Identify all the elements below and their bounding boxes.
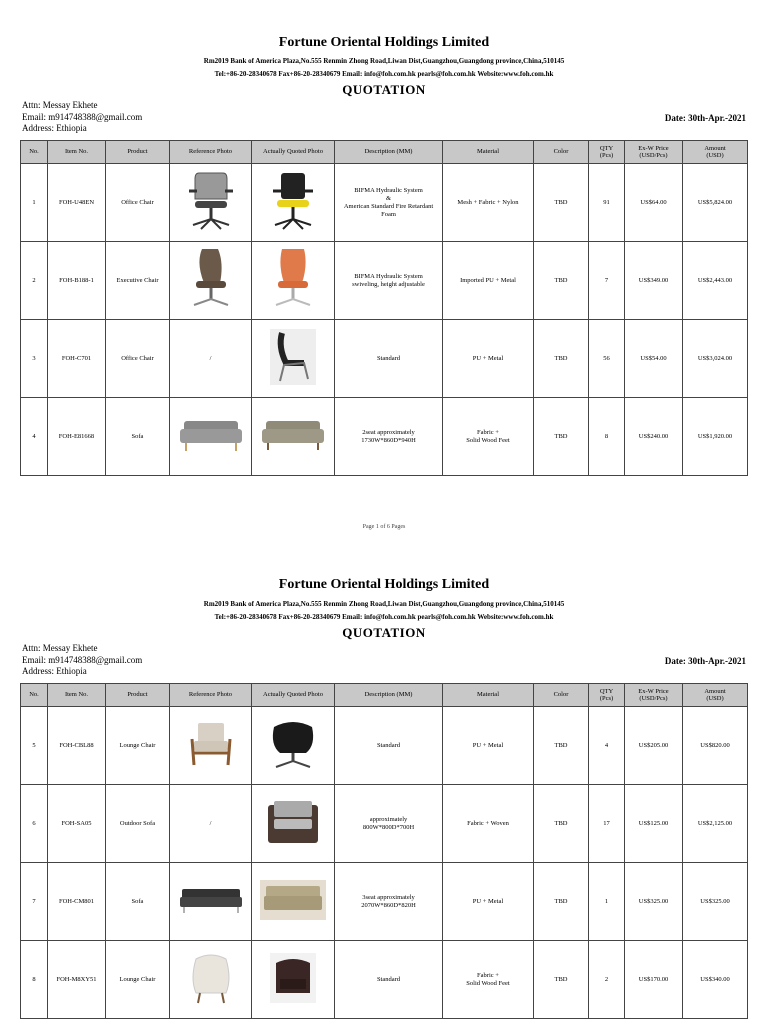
- quantity: 91: [589, 164, 625, 242]
- unit-price: US$205.00: [625, 707, 683, 785]
- column-header: Item No.: [48, 141, 106, 164]
- quoted-photo-cell: [252, 320, 335, 398]
- reference-photo-cell: /: [170, 785, 252, 863]
- product-name: Sofa: [106, 863, 170, 941]
- column-header: Amount (USD): [683, 141, 748, 164]
- amount: US$3,024.00: [683, 320, 748, 398]
- quoted-photo-cell: [252, 707, 335, 785]
- attn-line: Attn: Messay Ekhete: [22, 643, 98, 653]
- table-row: [21, 398, 748, 476]
- description: Standard: [335, 941, 443, 1019]
- reference-photo-cell: [170, 398, 252, 476]
- reference-photo-cell: /: [170, 320, 252, 398]
- column-header: Color: [534, 684, 589, 707]
- column-header: Ex-W Price (USD/Pcs): [625, 684, 683, 707]
- unit-price: US$125.00: [625, 785, 683, 863]
- material: Imported PU + Metal: [443, 242, 534, 320]
- reference-photo-cell: [170, 941, 252, 1019]
- row-number: 6: [21, 785, 48, 863]
- row-number: 1: [21, 164, 48, 242]
- item-number: FOH-M8XY51: [48, 941, 106, 1019]
- quotation-table-1: [20, 140, 748, 476]
- table-row: [21, 707, 748, 785]
- row-number: 3: [21, 320, 48, 398]
- material: Fabric + Woven: [443, 785, 534, 863]
- quantity: 8: [589, 398, 625, 476]
- amount: US$2,125.00: [683, 785, 748, 863]
- item-number: FOH-E81668: [48, 398, 106, 476]
- color: TBD: [534, 320, 589, 398]
- product-name: Outdoor Sofa: [106, 785, 170, 863]
- color: TBD: [534, 941, 589, 1019]
- column-header: Reference Photo: [170, 141, 252, 164]
- unit-price: US$64.00: [625, 164, 683, 242]
- amount: US$1,920.00: [683, 398, 748, 476]
- company-name: Fortune Oriental Holdings Limited: [278, 35, 490, 50]
- column-header: No.: [21, 684, 48, 707]
- column-header: QTY (Pcs): [589, 141, 625, 164]
- description: Standard: [335, 707, 443, 785]
- reference-photo-cell: [170, 863, 252, 941]
- company-address: Rm2019 Bank of America Plaza,No.555 Renmin Zhong Road,Liwan Dist,Guangzhou,Guangdong province,China,510145: [203, 57, 565, 65]
- item-number: FOH-B188-1: [48, 242, 106, 320]
- address-line: Address: Ethiopia: [22, 123, 87, 133]
- table-row: [21, 941, 748, 1019]
- reference-photo-cell: [170, 242, 252, 320]
- email-line: Email: m914748388@gmail.com: [22, 654, 143, 665]
- quoted-photo-image: [263, 169, 323, 236]
- quantity: 4: [589, 707, 625, 785]
- table-row: [21, 320, 748, 398]
- email-line: Email: m914748388@gmail.com: [22, 111, 143, 122]
- description: 2seat approximately 1730W*860D*940H: [335, 398, 443, 476]
- description: approximately 800W*800D*700H: [335, 785, 443, 863]
- row-number: 2: [21, 242, 48, 320]
- company-address-2: Rm2019 Bank of America Plaza,No.555 Renmin Zhong Road,Liwan Dist,Guangzhou,Guangdong province,China,510145: [203, 600, 565, 608]
- reference-photo-image: [178, 885, 244, 918]
- column-header: Color: [534, 141, 589, 164]
- quantity: 17: [589, 785, 625, 863]
- quoted-photo-image: [268, 247, 318, 314]
- quoted-photo-cell: [252, 941, 335, 1019]
- reference-photo-cell: [170, 707, 252, 785]
- page-footer: Page 1 of 6 Pages: [362, 524, 406, 530]
- table-row: [21, 164, 748, 242]
- quoted-photo-cell: [252, 863, 335, 941]
- unit-price: US$325.00: [625, 863, 683, 941]
- amount: US$325.00: [683, 863, 748, 941]
- quantity: 1: [589, 863, 625, 941]
- table-row: [21, 785, 748, 863]
- reference-photo-image: [186, 247, 236, 314]
- quote-date: Date: 30th-Apr.-2021: [664, 113, 746, 123]
- row-number: 8: [21, 941, 48, 1019]
- material: Fabric + Solid Wood Feet: [443, 398, 534, 476]
- quoted-photo-image: [268, 717, 318, 774]
- column-header: Actually Quoted Photo: [252, 684, 335, 707]
- attn-line: Attn: Messay Ekhete: [22, 100, 98, 110]
- unit-price: US$349.00: [625, 242, 683, 320]
- product-name: Office Chair: [106, 164, 170, 242]
- color: TBD: [534, 242, 589, 320]
- color: TBD: [534, 785, 589, 863]
- column-header: QTY (Pcs): [589, 684, 625, 707]
- amount: US$340.00: [683, 941, 748, 1019]
- row-number: 5: [21, 707, 48, 785]
- column-header: No.: [21, 141, 48, 164]
- company-name-2: Fortune Oriental Holdings Limited: [278, 577, 490, 592]
- address-line: Address: Ethiopia: [22, 666, 87, 676]
- table-row: [21, 863, 748, 941]
- company-contact: Tel:+86-20-28340678 Fax+86-20-28340679 Email: info@foh.com.hk pearls@foh.com.hk Website:www.foh.com.hk: [214, 70, 554, 78]
- amount: US$820.00: [683, 707, 748, 785]
- quoted-photo-image: [260, 417, 326, 456]
- material: PU + Metal: [443, 863, 534, 941]
- reference-photo-cell: [170, 164, 252, 242]
- quoted-photo-image: [260, 880, 326, 923]
- quotation-table-2: [20, 683, 748, 1019]
- column-header: Product: [106, 141, 170, 164]
- material: Mesh + Fabric + Nylon: [443, 164, 534, 242]
- quoted-photo-cell: [252, 398, 335, 476]
- unit-price: US$240.00: [625, 398, 683, 476]
- column-header: Actually Quoted Photo: [252, 141, 335, 164]
- item-number: FOH-C701: [48, 320, 106, 398]
- recipient-block-2: [22, 643, 142, 678]
- company-contact-2: Tel:+86-20-28340678 Fax+86-20-28340679 Email: info@foh.com.hk pearls@foh.com.hk Website:www.foh.com.hk: [214, 613, 554, 621]
- column-header: Reference Photo: [170, 684, 252, 707]
- quantity: 2: [589, 941, 625, 1019]
- color: TBD: [534, 863, 589, 941]
- table-header-row: [21, 684, 748, 707]
- quantity: 7: [589, 242, 625, 320]
- quoted-photo-cell: [252, 785, 335, 863]
- table-row: [21, 242, 748, 320]
- column-header: Material: [443, 141, 534, 164]
- item-number: FOH-U48EN: [48, 164, 106, 242]
- quoted-photo-image: [268, 327, 318, 390]
- product-name: Lounge Chair: [106, 941, 170, 1019]
- item-number: FOH-SA05: [48, 785, 106, 863]
- quoted-photo-cell: [252, 164, 335, 242]
- product-name: Executive Chair: [106, 242, 170, 320]
- description: Standard: [335, 320, 443, 398]
- item-number: FOH-CM801: [48, 863, 106, 941]
- reference-photo-image: [178, 415, 244, 458]
- quantity: 56: [589, 320, 625, 398]
- doc-title-2: QUOTATION: [342, 625, 426, 640]
- product-name: Sofa: [106, 398, 170, 476]
- reference-photo-image: [186, 951, 236, 1008]
- doc-title: QUOTATION: [342, 82, 426, 97]
- color: TBD: [534, 164, 589, 242]
- column-header: Description (MM): [335, 684, 443, 707]
- reference-photo-image: [184, 719, 238, 772]
- column-header: Ex-W Price (USD/Pcs): [625, 141, 683, 164]
- quote-date-2: Date: 30th-Apr.-2021: [664, 656, 746, 666]
- quoted-photo-cell: [252, 242, 335, 320]
- unit-price: US$54.00: [625, 320, 683, 398]
- amount: US$2,443.00: [683, 242, 748, 320]
- amount: US$5,824.00: [683, 164, 748, 242]
- description: 3seat approximately 2070W*860D*820H: [335, 863, 443, 941]
- column-header: Description (MM): [335, 141, 443, 164]
- column-header: Item No.: [48, 684, 106, 707]
- row-number: 4: [21, 398, 48, 476]
- description: BIFMA Hydraulic System & American Standard Fire Retardant Foam: [335, 164, 443, 242]
- material: Fabric + Solid Wood Feet: [443, 941, 534, 1019]
- column-header: Amount (USD): [683, 684, 748, 707]
- color: TBD: [534, 398, 589, 476]
- column-header: Product: [106, 684, 170, 707]
- table-header-row: [21, 141, 748, 164]
- color: TBD: [534, 707, 589, 785]
- product-name: Lounge Chair: [106, 707, 170, 785]
- column-header: Material: [443, 684, 534, 707]
- description: BIFMA Hydraulic System swiveling, height adjustable: [335, 242, 443, 320]
- material: PU + Metal: [443, 320, 534, 398]
- item-number: FOH-CBL88: [48, 707, 106, 785]
- quoted-photo-image: [270, 953, 316, 1006]
- material: PU + Metal: [443, 707, 534, 785]
- product-name: Office Chair: [106, 320, 170, 398]
- quoted-photo-image: [264, 797, 322, 850]
- reference-photo-image: [181, 169, 241, 236]
- recipient-block: [22, 100, 142, 135]
- row-number: 7: [21, 863, 48, 941]
- unit-price: US$170.00: [625, 941, 683, 1019]
